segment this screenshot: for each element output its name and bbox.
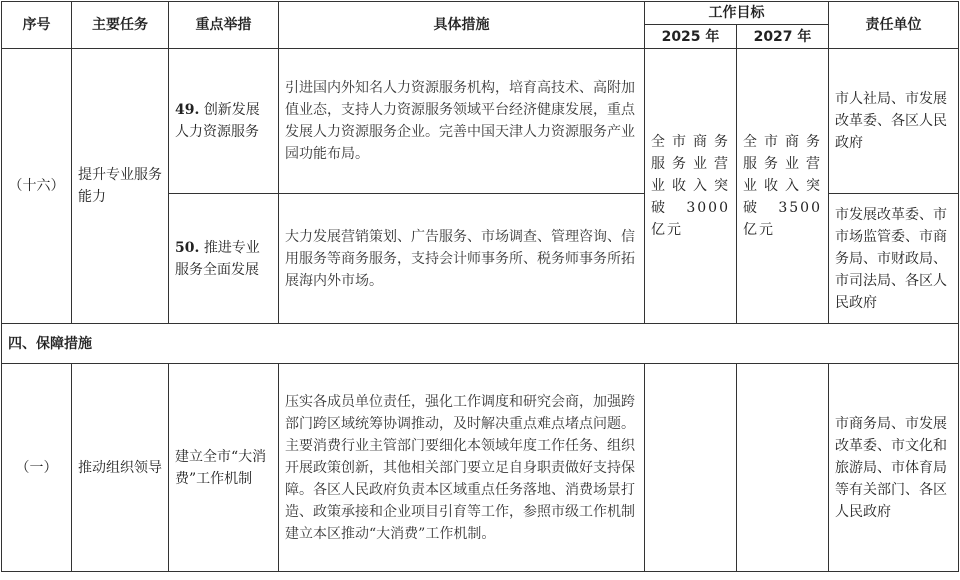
header-main-task: 主要任务	[72, 2, 169, 49]
header-year-2027: 2027 年	[737, 25, 829, 49]
header-responsible-unit: 责任单位	[829, 2, 959, 49]
header-key-measure: 重点举措	[169, 2, 279, 49]
measure-number: 49.	[175, 102, 200, 118]
row-responsible-unit: 市发展改革委、市市场监管委、市商务局、市财政局、市司法局、各区人民政府	[829, 194, 959, 324]
row-target-2027	[737, 364, 829, 572]
measure-number: 50.	[175, 239, 200, 256]
row-responsible-unit: 市人社局、市发展改革委、各区人民政府	[829, 49, 959, 194]
header-work-target: 工作目标	[645, 2, 829, 25]
header-year-2025: 2025 年	[645, 25, 737, 49]
row-specific-measures: 引进国内外知名人力资源服务机构，培育高技术、高附加值业态，支持人力资源服务领域平台经济健康发展，重点发展人力资源服务企业。完善中国天津人力资源服务产业园功能布局。	[279, 49, 645, 194]
row-target-2025: 全市商务服务业营业收入突破 3000 亿元	[645, 49, 737, 324]
header-seq: 序号	[2, 2, 72, 49]
measure-title: 推进专业服务全面发展	[175, 239, 260, 278]
header-specific-measures: 具体措施	[279, 2, 645, 49]
row-key-measure: 建立全市“大消费”工作机制	[169, 364, 279, 572]
row-main-task: 推动组织领导	[72, 364, 169, 572]
row-target-2027: 全市商务服务业营业收入突破 3500 亿元	[737, 49, 829, 324]
row-target-2025	[645, 364, 737, 572]
row-key-measure	[169, 49, 279, 194]
measure-title: 创新发展人力资源服务	[175, 102, 260, 140]
row-main-task: 提升专业服务能力	[72, 49, 169, 324]
row-key-measure	[169, 194, 279, 324]
row-responsible-unit: 市商务局、市发展改革委、市文化和旅游局、市体育局等有关部门、各区人民政府	[829, 364, 959, 572]
row-seq: （十六）	[2, 49, 72, 324]
table-row	[2, 49, 959, 194]
section-heading: 四、保障措施	[2, 324, 959, 364]
row-specific-measures: 大力发展营销策划、广告服务、市场调查、管理咨询、信用服务等商务服务，支持会计师事务所、税务师事务所拓展海内外市场。	[279, 194, 645, 324]
row-specific-measures: 压实各成员单位责任，强化工作调度和研究会商，加强跨部门跨区域统筹协调推动，及时解决重点难点堵点问题。主要消费行业主管部门要细化本领域年度工作任务、组织开展政策创新，其他相关部门要立足自身职责做好支持保障。各区人民政府负责本区域重点任务落地、消费场景打造、政策承接和企业项目引育等工作，参照市级工作机制建立本区推动“大消费”工作机制。	[279, 364, 645, 572]
policy-table	[1, 1, 959, 572]
table-row	[2, 364, 959, 572]
row-seq: （一）	[2, 364, 72, 572]
